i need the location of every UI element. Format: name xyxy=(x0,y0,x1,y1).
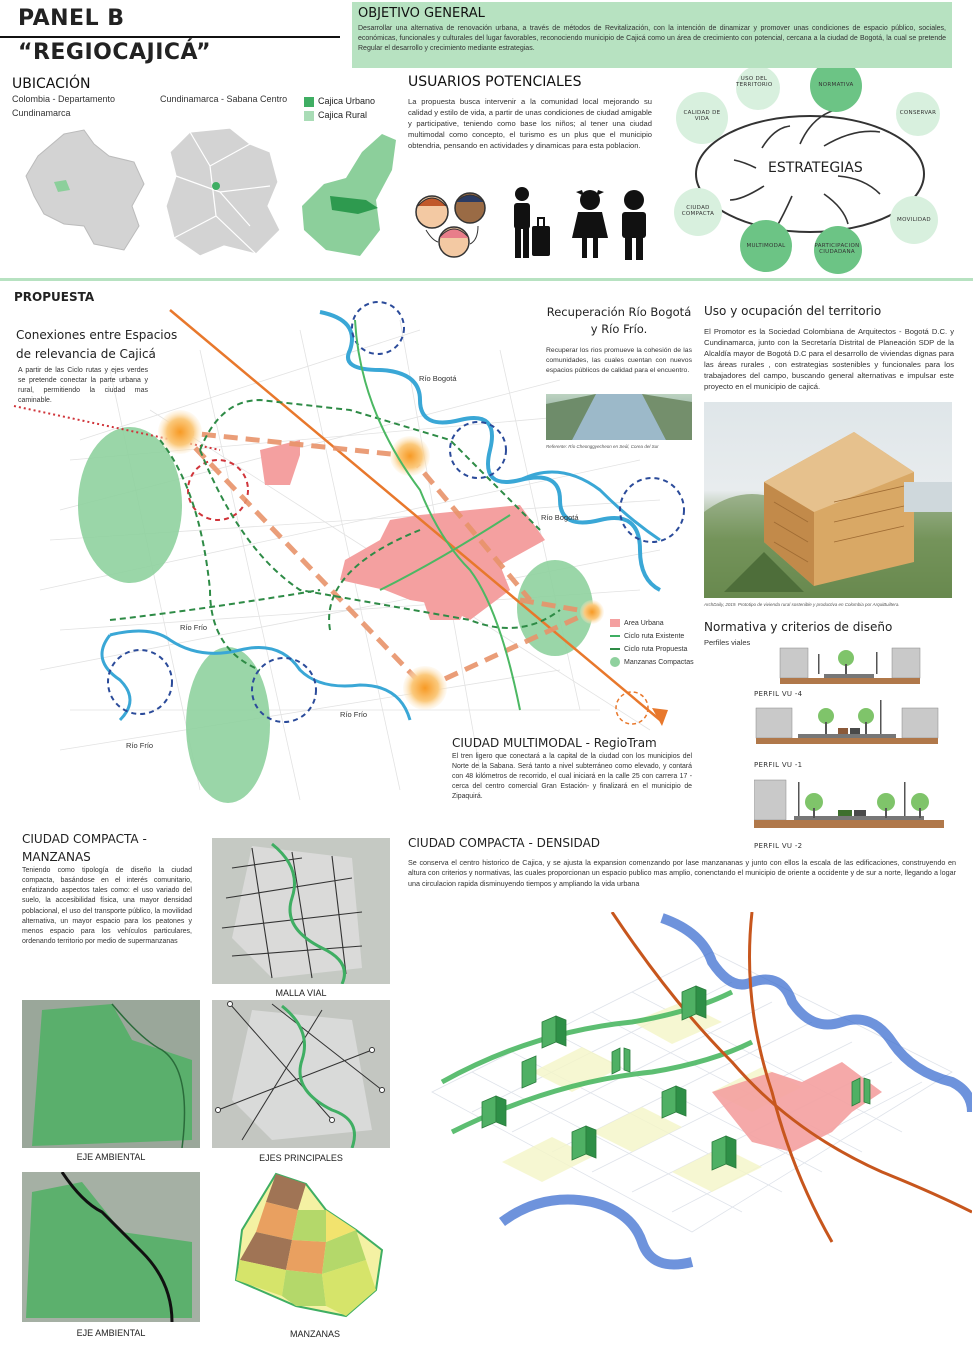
recuperacion-caption: Referente: Río Cheonggyecheon en Seúl, Corea del Sur xyxy=(546,444,659,449)
map-cundinamarca xyxy=(160,126,290,260)
node-label-compacta: CIUDAD COMPACTA xyxy=(681,205,715,217)
legend-item-rural: Cajica Rural xyxy=(304,108,375,122)
map-legend xyxy=(610,618,694,670)
node-label-uso: USO DEL TERRITORIO xyxy=(736,76,773,88)
caption-manzanas: MANZANAS xyxy=(289,1329,340,1339)
rio-label-bogota-1: Río Bogotá xyxy=(419,374,457,383)
ubicacion-caption-1: Colombia - Departamento Cundinamarca xyxy=(12,94,116,118)
uso-render xyxy=(704,402,952,598)
thumb-eje-ambiental-2 xyxy=(22,1172,200,1322)
thumb-malla-vial xyxy=(212,838,390,984)
node-normativa xyxy=(810,68,862,112)
perfil-vial-3 xyxy=(754,768,944,838)
perfil-label-2: PERFIL VU -1 xyxy=(754,761,803,769)
node-label-movilidad: MOVILIDAD xyxy=(897,217,931,223)
rio-label-frio-1: Río Frío xyxy=(180,623,208,632)
node-uso-territorio xyxy=(736,68,780,110)
densidad-text: Se conserva el centro historico de Cajica, y se ajusta la expansion comenzando por lase manzananas y junto con ellos la escala de las edificaciones, construyendo en altura con criterios y normativas, las cuales proporcionan un espacio publico mas amplio, conenctando el municipio de oriente a occidente y de sur a norte, llegando a logar una circulacion rapida disminuyendo tiempos y ampliando la vida urbana xyxy=(408,858,956,888)
manzanas-title: CIUDAD COMPACTA - MANZANAS xyxy=(22,832,147,864)
legend-area-urbana: Area Urbana xyxy=(610,618,694,631)
caption-ejes-principales: EJES PRINCIPALES xyxy=(259,1153,343,1163)
perfil-vial-2 xyxy=(754,694,940,746)
recuperacion-photo xyxy=(546,394,692,440)
caption-eje-ambiental-1: EJE AMBIENTAL xyxy=(76,1152,146,1162)
rio-label-bogota-2: Río Bogotá xyxy=(541,513,579,522)
node-label-multimodal: MULTIMODAL xyxy=(746,243,786,249)
conexiones-text: A partir de las Ciclo rutas y ejes verdes se pretende conectar la parte urbana y rural, permitiendo la ciudad mas caminable. xyxy=(18,367,148,405)
panel-title: PANEL B xyxy=(18,6,125,31)
ubicacion-title: UBICACIÓN xyxy=(12,76,91,92)
caption-malla-vial: MALLA VIAL xyxy=(275,988,327,998)
thumb-ejes-principales xyxy=(212,1000,390,1148)
rio-label-frio-3: Río Frío xyxy=(126,741,154,750)
normativa-subtitle: Perfiles viales xyxy=(704,638,751,647)
faces-icon xyxy=(408,186,496,262)
section-divider xyxy=(0,278,973,281)
thumb-eje-ambiental-1 xyxy=(22,1000,200,1148)
legend-ciclo-propuesta: Ciclo ruta Propuesta xyxy=(610,644,694,657)
map-cajica xyxy=(296,130,402,260)
manzanas-text: Teniendo como tipología de diseño la ciudad compacta, basándose en el interés comunitario, enfatizando aspectos tales como: el uso variado del suelo, la accesibilidad física, una mayor densidad poblacional, el uso del transporte público, la movilidad alternativa, un mayor espacio para los peatones y menos espacio para los vehículos particulares, ordenando territorio por medio de supermanzanas xyxy=(22,867,192,945)
ubicacion-caption-2: Cundinamarca - Sabana Centro xyxy=(160,94,288,104)
project-title: “REGIOCAJICÁ” xyxy=(18,40,212,65)
caption-eje-ambiental-2: EJE AMBIENTAL xyxy=(76,1328,146,1338)
multimodal-text: El tren ligero que conectará a la capital de la ciudad con los municipios del Norte de la Sabana. Será tanto a nivel subterráneo como elevado, y contará con 48 kilómetros de recorrido, el cual iniciará en la calle 25 con carrera 17 -cerca del centro comercial Gran Estación- y finalizará en el municipio de Zipaquirá. xyxy=(452,753,692,800)
map-colombia xyxy=(14,126,154,256)
uso-text: El Promotor es la Sociedad Colombiana de Arquitectos - Bogotá D.C. y Cundinamarca, junto con la Secretaría Distrital de Planeación SDP de la Alcaldía mayor de Bogotá D.C para el desarrollo de viviendas dignas para las áreas rurales , con estrategias sostenibles y funcionales para los trabajadores del campo, buscando general alternativas e impulsar este proyecto en el municipio de cajicá. xyxy=(704,327,954,391)
usuarios-text: La propuesta busca intervenir a la comunidad local mejorando su calidad y estilo de vida, a partir de unas condiciones de ciudad amigable y participative, teniendo como base los niños; al tener una ciudad multimodal como concepto, el turismo es un plus que el municipio obtendria, pensando en actividades y dinamicas para esta poblacion. xyxy=(408,97,652,150)
thumb-manzanas xyxy=(226,1170,386,1322)
node-label-participacion: PARTICIPACION CIUDADANA xyxy=(814,243,860,255)
multimodal-title: CIUDAD MULTIMODAL - RegioTram xyxy=(452,736,657,750)
children-icon xyxy=(568,188,660,262)
usuarios-title: USUARIOS POTENCIALES xyxy=(408,74,582,90)
perfil-vial-1 xyxy=(778,644,922,686)
uso-caption: ArchDaily, 2019. Prototipo de vivienda rural sostenible y productiva en Colombia por ArquiBuiltera. xyxy=(704,602,900,607)
normativa-title: Normativa y criterios de diseño xyxy=(704,620,893,634)
objective-title: OBJETIVO GENERAL xyxy=(358,6,485,21)
propuesta-title: PROPUESTA xyxy=(14,290,95,304)
objective-text: Desarrollar una alternativa de renovación urbana, a través de métodos de Revitalización, con la intención de dinamizar y promover unas condiciones de espacio público, sociales, económicas, funcionales y culturales del lugar favorables, reconociendo municipio de Cajicá como un área de crecimiento con potencial, cercana a la ciudad de Bogotá, la cual se pretende Regular el desarrollo y crecimiento mediante estrategias. xyxy=(358,25,946,53)
perfil-label-1: PERFIL VU -4 xyxy=(754,690,803,698)
uso-title: Uso y ocupación del territorio xyxy=(704,304,882,318)
legend-ciclo-existente: Ciclo ruta Existente xyxy=(610,631,694,644)
recuperacion-title: Recuperación Río Bogotá y Río Frío. xyxy=(546,305,692,337)
legend-manzanas: Manzanas Compactas xyxy=(610,657,694,670)
node-label-normativa: NORMATIVA xyxy=(818,82,854,88)
traveler-icon xyxy=(508,186,554,262)
densidad-axonometric xyxy=(412,912,972,1352)
ubicacion-legend xyxy=(304,94,375,123)
estrategias-label: ESTRATEGIAS xyxy=(768,160,863,176)
rio-label-frio-2: Río Frío xyxy=(340,710,368,719)
densidad-title: CIUDAD COMPACTA - DENSIDAD xyxy=(408,836,601,850)
recuperacion-text: Recuperar los rios promueve la cohesión de las comunidades, las cuales cuentan con nuevos espacios públicos de calidad para el encuentro. xyxy=(546,347,692,374)
perfil-label-3: PERFIL VU -2 xyxy=(754,842,803,850)
legend-item-urbano: Cajica Urbano xyxy=(304,94,375,108)
node-label-conservar: CONSERVAR xyxy=(899,110,937,116)
objective-box xyxy=(352,2,952,68)
conexiones-title: Conexiones entre Espacios de relevancia de Cajicá xyxy=(16,328,178,361)
title-underline xyxy=(0,36,340,38)
node-label-calidad: CALIDAD DE VIDA xyxy=(683,110,721,122)
